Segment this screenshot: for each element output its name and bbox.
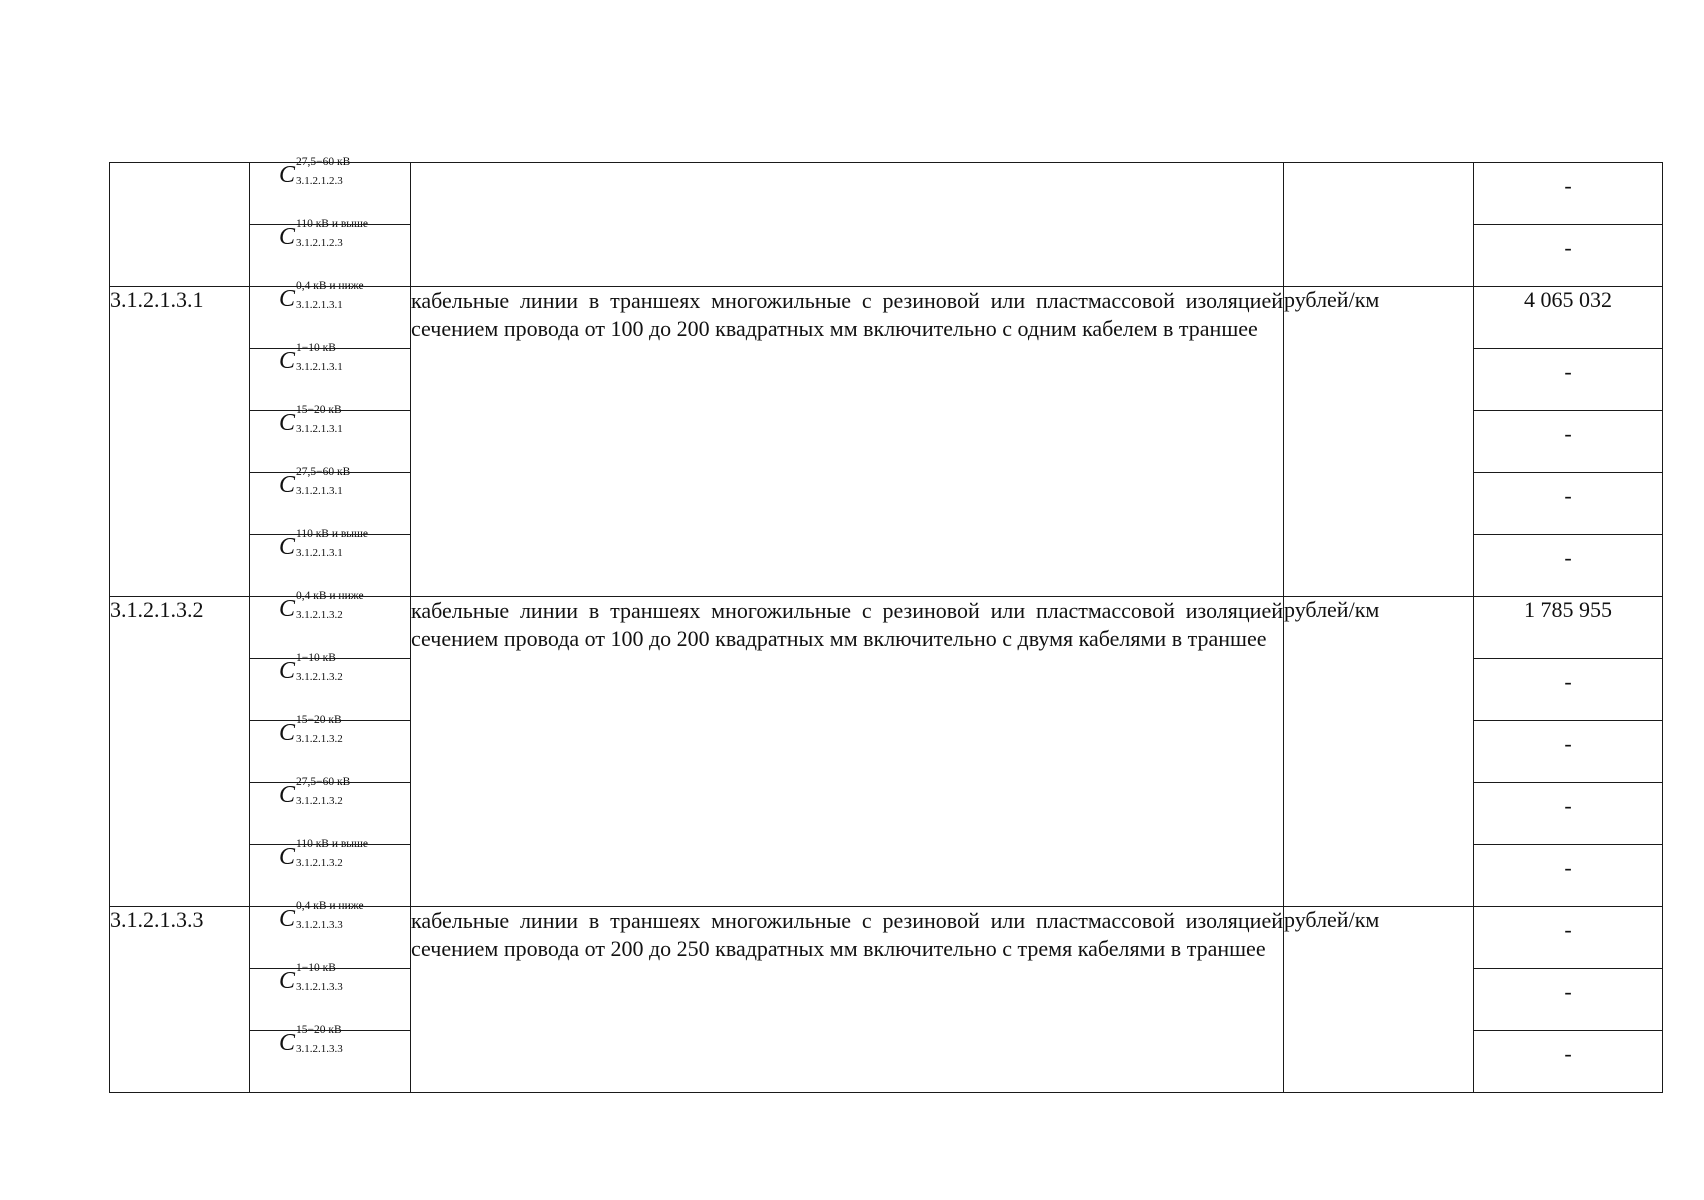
rate-symbol <box>271 156 389 188</box>
voltage-superscript: 110 кВ и выше <box>296 838 368 850</box>
rate-letter-c: C <box>279 348 296 374</box>
rate-symbol-cell <box>250 962 411 1031</box>
unit-cell: рублей/км <box>1284 907 1474 1093</box>
voltage-superscript: 15−20 кВ <box>296 714 342 726</box>
value-cell: - <box>1474 783 1663 845</box>
value-cell: - <box>1474 845 1663 907</box>
rate-symbol-cell <box>250 900 411 969</box>
description-text: кабельные линии в траншеях многожильные с резиновой или пластмассовой изоляцией сечением провода от 200 до 250 квадратных мм включительно с тремя кабелями в траншее <box>411 908 1283 961</box>
index-subscript: 3.1.2.1.3.1 <box>296 361 343 373</box>
value-cell: - <box>1474 411 1663 473</box>
rate-symbol-cell <box>250 1024 411 1093</box>
description-cell <box>411 597 1284 907</box>
voltage-superscript: 110 кВ и выше <box>296 528 368 540</box>
voltage-superscript: 27,5−60 кВ <box>296 156 351 168</box>
rate-symbol-cell <box>250 404 411 473</box>
value-cell: - <box>1474 225 1663 287</box>
rate-symbol-cell <box>250 838 411 907</box>
rate-letter-c: C <box>279 162 296 188</box>
rate-symbol <box>271 652 389 684</box>
description-cell <box>411 287 1284 597</box>
rate-letter <box>279 466 351 498</box>
index-subscript: 3.1.2.1.3.3 <box>296 1043 343 1055</box>
rate-symbol <box>271 218 389 250</box>
rate-letter <box>279 280 364 312</box>
value-cell: - <box>1474 659 1663 721</box>
rate-letter <box>279 1024 343 1056</box>
section-number <box>110 163 250 287</box>
voltage-superscript: 1−10 кВ <box>296 342 336 354</box>
rate-letter <box>279 962 343 994</box>
description-text: кабельные линии в траншеях многожильные с резиновой или пластмассовой изоляцией сечением провода от 100 до 200 квадратных мм включительно с двумя кабелями в траншее <box>411 598 1283 651</box>
value-cell: - <box>1474 1031 1663 1093</box>
voltage-superscript: 0,4 кВ и ниже <box>296 280 364 292</box>
rate-letter-c: C <box>279 782 296 808</box>
value-cell: - <box>1474 163 1663 225</box>
rate-symbol-cell <box>250 714 411 783</box>
section-number: 3.1.2.1.3.3 <box>110 907 250 1093</box>
rate-symbol-cell <box>250 590 411 659</box>
value-cell: - <box>1474 907 1663 969</box>
table-row <box>110 907 1663 969</box>
value-cell: - <box>1474 721 1663 783</box>
rate-symbol <box>271 776 389 808</box>
rate-letter-c: C <box>279 720 296 746</box>
index-subscript: 3.1.2.1.3.2 <box>296 795 343 807</box>
rate-letter-c: C <box>279 534 296 560</box>
voltage-superscript: 27,5−60 кВ <box>296 466 351 478</box>
table-row <box>110 287 1663 349</box>
index-subscript: 3.1.2.1.3.2 <box>296 733 343 745</box>
rate-letter-c: C <box>279 224 296 250</box>
rate-symbol-cell <box>250 652 411 721</box>
index-subscript: 3.1.2.1.3.1 <box>296 547 343 559</box>
rate-symbol <box>271 1024 389 1056</box>
unit-cell: рублей/км <box>1284 287 1474 597</box>
rate-letter <box>279 838 368 870</box>
section-number: 3.1.2.1.3.1 <box>110 287 250 597</box>
rates-table-body <box>110 156 1663 1093</box>
voltage-superscript: 27,5−60 кВ <box>296 776 351 788</box>
value-cell: - <box>1474 349 1663 411</box>
rate-letter-c: C <box>279 472 296 498</box>
rate-symbol-cell <box>250 466 411 535</box>
rate-symbol <box>271 280 389 312</box>
voltage-superscript: 1−10 кВ <box>296 652 336 664</box>
rate-letter-c: C <box>279 286 296 312</box>
rate-letter-c: C <box>279 410 296 436</box>
rate-symbol-cell <box>250 156 411 225</box>
index-subscript: 3.1.2.1.3.1 <box>296 299 343 311</box>
rate-letter <box>279 714 343 746</box>
rate-symbol <box>271 590 389 622</box>
value-cell: - <box>1474 473 1663 535</box>
voltage-superscript: 0,4 кВ и ниже <box>296 900 364 912</box>
unit-cell <box>1284 163 1474 287</box>
value-cell: 1 785 955 <box>1474 597 1663 659</box>
rate-symbol <box>271 900 389 932</box>
rate-letter-c: C <box>279 1030 296 1056</box>
section-number: 3.1.2.1.3.2 <box>110 597 250 907</box>
rate-letter <box>279 776 351 808</box>
rate-symbol <box>271 838 389 870</box>
rate-symbol <box>271 466 389 498</box>
index-subscript: 3.1.2.1.3.2 <box>296 857 343 869</box>
rate-symbol-cell <box>250 528 411 597</box>
description-cell <box>411 163 1284 287</box>
voltage-superscript: 1−10 кВ <box>296 962 336 974</box>
voltage-superscript: 0,4 кВ и ниже <box>296 590 364 602</box>
rate-letter-c: C <box>279 658 296 684</box>
index-subscript: 3.1.2.1.3.1 <box>296 485 343 497</box>
rate-symbol-cell <box>250 218 411 287</box>
rate-letter <box>279 652 343 684</box>
rate-letter <box>279 218 368 250</box>
index-subscript: 3.1.2.1.2.3 <box>296 237 343 249</box>
rate-letter <box>279 156 351 188</box>
description-text: кабельные линии в траншеях многожильные с резиновой или пластмассовой изоляцией сечением провода от 100 до 200 квадратных мм включительно с одним кабелем в траншее <box>411 288 1283 341</box>
rate-symbol <box>271 342 389 374</box>
index-subscript: 3.1.2.1.3.2 <box>296 671 343 683</box>
rate-letter <box>279 528 368 560</box>
rate-symbol <box>271 404 389 436</box>
value-cell: - <box>1474 969 1663 1031</box>
index-subscript: 3.1.2.1.3.3 <box>296 981 343 993</box>
rate-letter <box>279 342 343 374</box>
rate-symbol <box>271 528 389 560</box>
rate-letter-c: C <box>279 968 296 994</box>
rate-letter <box>279 900 364 932</box>
rates-table <box>109 156 1663 1093</box>
value-cell: 4 065 032 <box>1474 287 1663 349</box>
rate-letter <box>279 590 364 622</box>
index-subscript: 3.1.2.1.3.1 <box>296 423 343 435</box>
unit-cell: рублей/км <box>1284 597 1474 907</box>
index-subscript: 3.1.2.1.2.3 <box>296 175 343 187</box>
table-row <box>110 597 1663 659</box>
voltage-superscript: 15−20 кВ <box>296 1024 342 1036</box>
index-subscript: 3.1.2.1.3.3 <box>296 919 343 931</box>
rate-letter-c: C <box>279 596 296 622</box>
rate-symbol <box>271 962 389 994</box>
index-subscript: 3.1.2.1.3.2 <box>296 609 343 621</box>
value-cell: - <box>1474 535 1663 597</box>
rate-symbol-cell <box>250 342 411 411</box>
rate-symbol-cell <box>250 280 411 349</box>
table-row <box>110 163 1663 225</box>
voltage-superscript: 15−20 кВ <box>296 404 342 416</box>
description-cell <box>411 907 1284 1093</box>
rate-letter-c: C <box>279 906 296 932</box>
rate-letter <box>279 404 343 436</box>
voltage-superscript: 110 кВ и выше <box>296 218 368 230</box>
rate-symbol <box>271 714 389 746</box>
rate-letter-c: C <box>279 844 296 870</box>
rate-symbol-cell <box>250 776 411 845</box>
